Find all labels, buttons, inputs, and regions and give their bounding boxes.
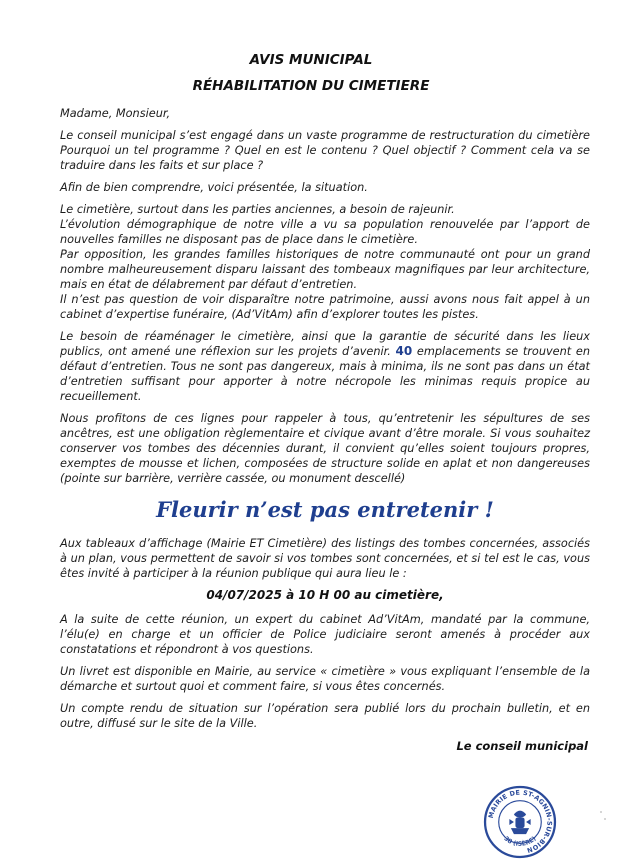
scan-speck xyxy=(604,818,606,820)
town-hall-stamp xyxy=(482,784,558,860)
stamp-bottom-text: 38 (ISÈRE) xyxy=(502,835,538,848)
paragraph-heritage: Il n’est pas question de voir disparaître notre patrimoine, aussi avons nous fait appel à un cabinet d’expertise funéraire, (Ad’VitAm) afin d’explorer toutes les pistes. xyxy=(60,293,590,321)
paragraph-obligation: Nous profitons de ces lignes pour rappeler à tous, qu’entretenir les sépultures de ses ancêtres, est une obligation règlementaire et civique avant d’être morale. Si vous souhaitez conserver vos tombes des décennies durant, il convient qu’elles soient toujours propres, exemptes de mousse et lichen, composées de structure solide en aplat et non dangereuses (pointe sur barrière, verrière cassée, ou monument descellé) xyxy=(60,412,590,485)
paragraph-rejuvenate: Le cimetière, surtout dans les parties anciennes, a besoin de rajeunir. xyxy=(60,203,455,216)
paragraph-listings: Aux tableaux d’affichage (Mairie ET Cimetière) des listings des tombes concernées, associés à un plan, vous permettent de savoir si vos tombes sont concernées, et si tel est le cas, vous êtes invité à participer à la réunion publique qui aura lieu le : xyxy=(60,537,590,580)
paragraph-expert: A la suite de cette réunion, un expert du cabinet Ad’VitAm, mandaté par la commune, l’élu(e) en charge et un officier de Police judiciaire seront amenés à procéder aux constatations et répondront à vos questions. xyxy=(60,613,590,656)
paragraph-families: Par opposition, les grandes familles historiques de notre communauté ont pour un grand nombre malheureusement disparu laissant des tombeaux magnifiques par leur architecture, mais en état de délabrement par défaut d’entretien. xyxy=(60,248,590,291)
slogan-heading: Fleurir n’est pas entretenir ! xyxy=(156,497,494,522)
paragraph-needs xyxy=(60,329,590,404)
signature: Le conseil municipal xyxy=(456,739,588,753)
plots-count: 40 xyxy=(395,344,413,358)
paragraph-booklet: Un livret est disponible en Mairie, au service « cimetière » vous expliquant l’ensemble de la démarche et surtout quoi et comment faire, si vous êtes concernés. xyxy=(60,665,590,693)
salutation: Madame, Monsieur, xyxy=(60,107,171,120)
paragraph-situation: Afin de bien comprendre, voici présentée, la situation. xyxy=(60,181,368,194)
stamp-emblem xyxy=(509,811,530,835)
paragraph-report: Un compte rendu de situation sur l’opération sera publié lors du prochain bulletin, et en outre, diffusé sur le site de la Ville. xyxy=(60,702,590,730)
notice-title: AVIS MUNICIPAL xyxy=(249,52,373,68)
letter-body xyxy=(60,106,590,754)
paragraph-intro: Le conseil municipal s’est engagé dans un vaste programme de restructuration du cimetière Pourquoi un tel programme ? Quel en est le contenu ? Quel objectif ? Comment cela va se traduire dans les faits et sur place ? xyxy=(60,129,590,172)
notice-subtitle: RÉHABILITATION DU CIMETIERE xyxy=(192,78,430,94)
meeting-date: 04/07/2025 à 10 H 00 au cimetière, xyxy=(206,588,444,602)
paragraph-demography: L’évolution démographique de notre ville a vu sa population renouvelée par l’apport de nouvelles familles ne disposant pas de place dans le cimetière. xyxy=(60,218,590,246)
scan-speck xyxy=(600,811,602,813)
needs-text-start: Le besoin de réaménager le cimetière, ainsi que la garantie de sécurité dans les lieux publics, ont amené une réflexion sur les projets d’avenir. xyxy=(60,330,590,358)
stamp-ring-text: MAIRIE DE ST-AGNIN-SUR-BION xyxy=(486,788,554,855)
needs-text-end: emplacements se trouvent en défaut d’entretien. Tous ne sont pas dangereux, mais à minima, ils ne sont pas dans un état d’entretien suffisant pour apporter à notre nécropole les minimas requis propice au recueillement. xyxy=(60,345,590,403)
